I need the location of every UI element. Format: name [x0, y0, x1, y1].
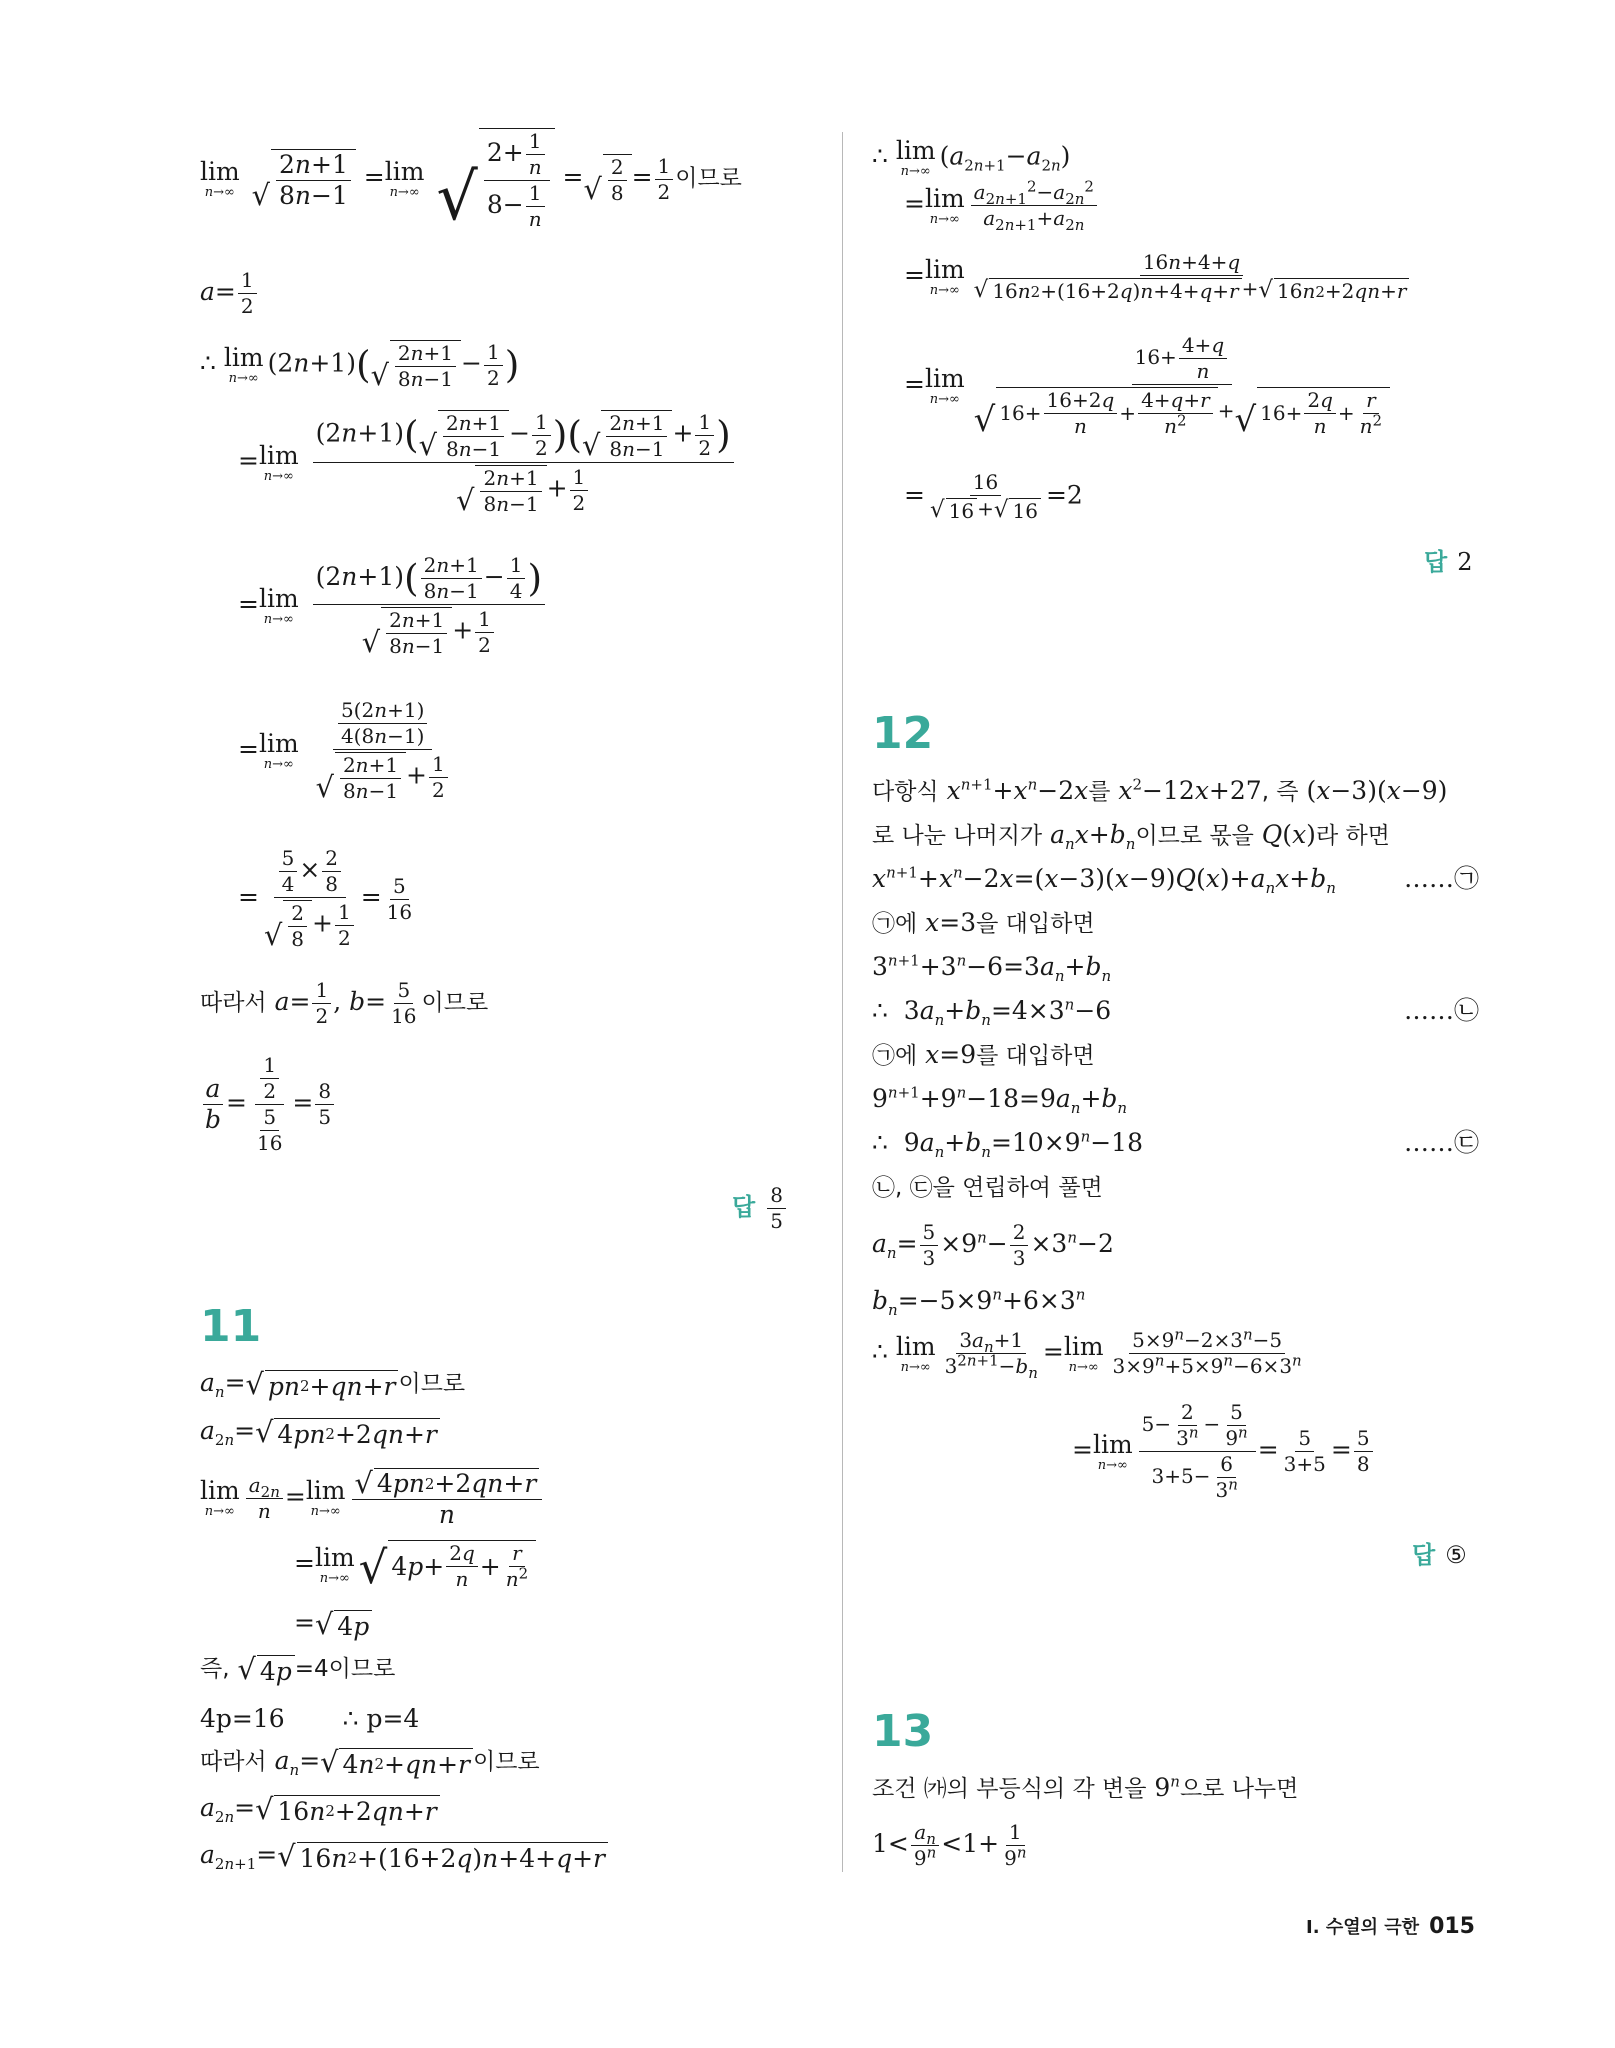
- s12-line6: ∴ $3a_n+b_n=4\times 3^n-6$: [872, 995, 1112, 1029]
- s12-line9: ∴ $9a_n+b_n=10\times 9^n-18$: [872, 1127, 1143, 1161]
- a-over-b: $\frac{a}{b}$ = $\frac{\frac{1}{2}}{\frac{5}{16}}$ = $\frac{8}{5}$: [200, 1055, 336, 1154]
- section-number-12: 12: [872, 708, 934, 759]
- a-value: a= $\frac{1}{2}$: [200, 270, 259, 317]
- answer-10: [732, 1185, 788, 1232]
- s11-jeuk: 즉,: [200, 1656, 230, 1682]
- a-value-prefix: a=: [200, 277, 236, 306]
- s12-sub-x3-suffix: 을 대입하면: [976, 911, 1095, 937]
- s12-line4: ㉠에 x=3을 대입하면: [872, 908, 1095, 937]
- s11-line3: lim n→∞ $\frac{a_{2n}}{n}$ = lim n→∞ √ 4 pn 2 +2 qn + r n: [200, 1468, 544, 1529]
- section-number-13: 13: [872, 1706, 934, 1757]
- s11-thus-suffix: 이므로: [473, 1749, 540, 1775]
- step-2: = lim n→∞ (2n+1)( $\frac{2n+1}{8n-1}$ − $\frac{1}{4}$ ) √ $\frac{2n+1}{8n-1}$ + $\frac{1}{2}$: [238, 555, 547, 657]
- s11-jeuk-suffix: =4이므로: [294, 1656, 396, 1682]
- s12-limit: ∴ lim n→∞ $\frac{3a_n+1}{3^{2n+1}-b_n}$ = lim n→∞ $\frac{5\times 9^n-2\times 3^n-5}{3\times 9^n+5\times 9^n-6\times 3^n}$: [872, 1325, 1302, 1382]
- answer-label: 답: [732, 1193, 756, 1221]
- s12-limit-2: = lim n→∞ 5− $\frac{2}{3^n}$ − $\frac{5}{9^n}$ 3+5− $\frac{6}{3^n}$ = $\frac{5}{3+5}$ = $\frac{5}{8}$: [1072, 1402, 1375, 1501]
- r-step-4: = 16 √ 16 + √ 16 =2: [904, 470, 1083, 523]
- s13-line1-suffix: 으로 나누면: [1179, 1776, 1299, 1802]
- step-1: = lim n→∞ (2n+1)( √ $\frac{2n+1}{8n-1}$ − $\frac{1}{2}$ )( √ $\frac{2n+1}{8n-1}$ + $\frac{1}{2}$ ) √ $\frac{2n+1}{8n-1}$ + $\frac{1}{2}$: [238, 410, 736, 515]
- section-number-11: 11: [200, 1301, 262, 1352]
- thus-ab: 따라서 a= $\frac{1}{2}$ , b= $\frac{5}{16}$ 이므로: [200, 978, 489, 1028]
- answer-value: 2: [1457, 548, 1473, 576]
- s12-line7: ㉠에 x=9를 대입하면: [872, 1040, 1095, 1069]
- s12-tag2: ……㉡: [1404, 996, 1480, 1025]
- s12-line2-suffix: 라 하면: [1315, 823, 1390, 849]
- s12-line2: 로 나눈 나머지가 $a_nx+b_n$이므로 몫을 Q(x)라 하면: [872, 820, 1390, 853]
- r-step-3: = lim n→∞ 16+ $\frac{4+q}{n}$ √ 16+ $\frac{16+2q}{n}$ + $\frac{4+q+r}{n^2}$ + √ 16+ $\frac{2q}{n}$ + $\frac{r}{n^2}$: [904, 335, 1395, 437]
- answer-numerator: 8: [767, 1185, 786, 1209]
- eq1-suffix: 이므로: [675, 165, 742, 192]
- s12-line8: $9^{n+1}+9^n-18=9a_n+b_n$: [872, 1083, 1128, 1117]
- r-therefore-limit: ∴ lim n→∞ $(a_{2n+1}-a_{2n})$: [872, 136, 1071, 179]
- answer-label: 답: [1412, 1541, 1436, 1569]
- s13-line2: 1< $\frac{a_n}{9^n}$ <1+ $\frac{1}{9^n}$: [872, 1820, 1027, 1870]
- page-footer: [1306, 1913, 1475, 1939]
- s12-tag1: ……㉠: [1404, 864, 1480, 893]
- s12-an: $a_n=$ $\frac{5}{3}$ $\times 9^n-$ $\frac{2}{3}$ $\times 3^n-2$: [872, 1220, 1114, 1270]
- s12-sub-x9: ㉠에: [872, 1043, 918, 1069]
- s12-line1-mid: 를: [1088, 779, 1111, 805]
- s12-solve-text: ㉡, ㉢을 연립하여 풀면: [872, 1175, 1103, 1201]
- s11-4p: 4p=16: [200, 1704, 285, 1733]
- s12-line1-prefix: 다항식: [872, 779, 939, 805]
- thus-suffix: 이므로: [421, 990, 489, 1016]
- column-divider: [842, 132, 843, 1872]
- step-4: = $\frac{5}{4}$ × $\frac{2}{8}$ √ $\frac{2}{8}$ + $\frac{1}{2}$ = $\frac{5}{16}$: [238, 846, 413, 953]
- s13-line1: 조건 ㈎의 부등식의 각 변을 9$^n$으로 나누면: [872, 1772, 1299, 1802]
- s11-p: ∴ p=4: [342, 1704, 420, 1733]
- s11-line2: $a_{2n}=$ √ 4 pn 2 +2 qn + r: [200, 1418, 440, 1447]
- answer-denominator: 5: [770, 1209, 783, 1233]
- therefore-limit: ∴ lim n→∞ (2n+1)( √ $\frac{2n+1}{8n-1}$ − $\frac{1}{2}$ ): [200, 339, 520, 393]
- s12-line1-suffix: , 즉: [1261, 779, 1299, 805]
- r-step-2: = lim n→∞ 16n+4+q √ 16 n 2 +(16+2 q ) n +4+ q + r + √ 16 n 2 +2 qn + r: [904, 252, 1414, 302]
- therefore-symbol: ∴: [200, 348, 216, 378]
- s12-line2-mid: 이므로 몫을: [1135, 823, 1254, 849]
- answer-value: ⑤: [1445, 1541, 1467, 1569]
- page-number: 015: [1429, 1914, 1475, 1939]
- footer-chapter: I. 수열의 극한: [1306, 1917, 1420, 1938]
- s11-line5: = √ 4 p: [294, 1610, 372, 1639]
- s11-line10: $a_{2n+1}=$ √ 16 n 2 +(16+2 q ) n +4+ q + r: [200, 1842, 608, 1871]
- r-therefore-symbol: ∴: [872, 141, 888, 171]
- s12-bn: $b_n=-5\times 9^n+6\times 3^n$: [872, 1285, 1086, 1319]
- thus-prefix: 따라서: [200, 990, 267, 1016]
- s11-line4: = lim n→∞ √ 4 p + $\frac{2q}{n}$ + $\frac{r}{n^2}$: [294, 1540, 536, 1590]
- equation-limit-sqrt: lim n→∞ √ $\frac{2n+1}{8n-1}$ = lim n→∞ √ 2+ $\frac{1}{n}$ 8− $\frac{1}{n}$ = √ $\frac{2}{8}$ = $\frac{1}{2}$ 이므로: [200, 129, 742, 235]
- s11-thus-prefix: 따라서: [200, 1749, 267, 1775]
- s11-line1: $a_n=$ √ pn 2 + qn + r 이므로: [200, 1367, 466, 1402]
- answer-top-right: [1424, 542, 1472, 577]
- answer-label: 답: [1424, 548, 1448, 576]
- s12-line2-text: 로 나눈 나머지가: [872, 823, 1043, 849]
- s12-line1: 다항식 $x^{n+1}+x^n-2x$를 $x^2-12x+27$, 즉 (x−3)(x−9): [872, 775, 1448, 805]
- s12-sub-x9-suffix: 를 대입하면: [976, 1043, 1095, 1069]
- s11-line1-suffix: 이므로: [398, 1371, 466, 1397]
- s12-tag3: ……㉢: [1404, 1128, 1480, 1157]
- s12-line3: $x^{n+1}+x^n-2x=(x-3)(x-9)Q(x)+a_nx+b_n$: [872, 863, 1336, 897]
- s12-solve: [872, 1174, 1103, 1200]
- s11-line9: $a_{2n}=$ √ 16 n 2 +2 qn + r: [200, 1795, 440, 1824]
- step-3: = lim n→∞ $\frac{5(2n+1)}{4(8n-1)}$ √ $\frac{2n+1}{8n-1}$ + $\frac{1}{2}$: [238, 700, 455, 802]
- s11-line8: 따라서 $a_n=$ √ 4 n 2 + qn + r 이므로: [200, 1745, 540, 1780]
- s12-sub-x3: ㉠에: [872, 911, 918, 937]
- s12-line5: $3^{n+1}+3^n-6=3a_n+b_n$: [872, 951, 1112, 985]
- r-step-1: = lim n→∞ $\frac{a_{2n+1}^2-a_{2n}^2}{a_{2n+1}+a_{2n}}$: [904, 182, 1099, 229]
- answer-12: [1412, 1535, 1467, 1570]
- s11-line7: [200, 1706, 419, 1731]
- s11-line6: 즉, √ 4 p =4이므로: [200, 1652, 396, 1687]
- s13-line1-prefix: 조건 ㈎의 부등식의 각 변을: [872, 1776, 1147, 1802]
